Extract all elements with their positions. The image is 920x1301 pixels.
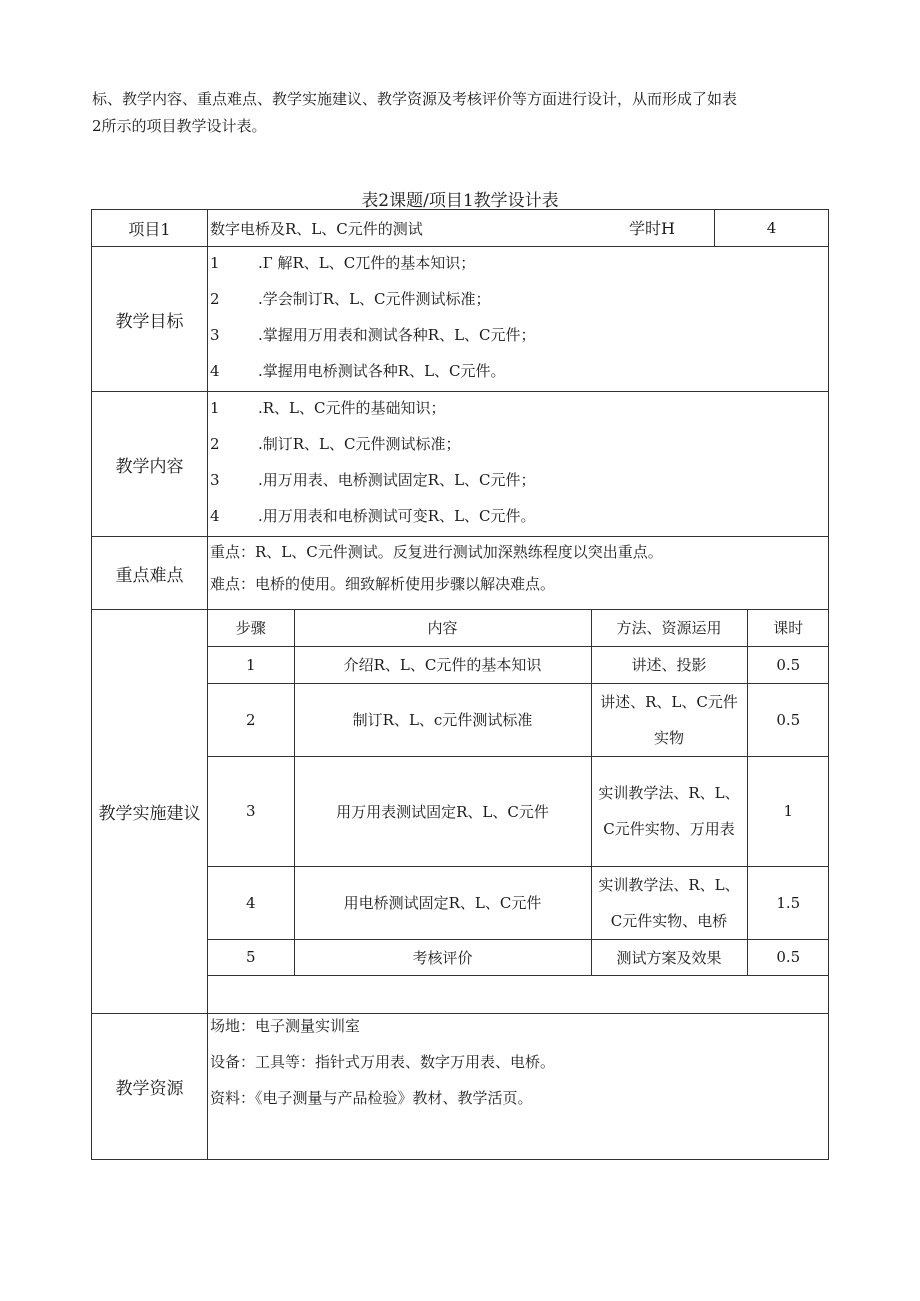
table-row bbox=[208, 756, 829, 866]
keypoints-label: 重点难点 bbox=[92, 537, 208, 610]
step-method bbox=[591, 866, 747, 939]
step-number: 5 bbox=[208, 939, 294, 975]
step-method: 讲述、投影 bbox=[591, 646, 747, 683]
step-content: 用电桥测试固定R、L、C元件 bbox=[294, 866, 591, 939]
project-name: 数字电桥及R、L、C元件的测试 bbox=[210, 219, 423, 238]
step-hours: 1 bbox=[747, 756, 829, 866]
step-method-text: 实训教学法、R、L、C元件实物、万用表 bbox=[598, 784, 740, 838]
project-label: 项目1 bbox=[92, 210, 208, 247]
resources-cell bbox=[208, 1014, 829, 1160]
step-method bbox=[591, 756, 747, 866]
keypoints-cell bbox=[208, 537, 829, 610]
resources-row bbox=[92, 1014, 829, 1160]
implementation-label: 教学实施建议 bbox=[92, 610, 208, 1014]
step-hours: 1.5 bbox=[747, 866, 829, 939]
header-content: 内容 bbox=[294, 610, 591, 646]
header-method: 方法、资源运用 bbox=[591, 610, 747, 646]
table-row bbox=[208, 646, 829, 683]
table-row bbox=[208, 866, 829, 939]
empty-row bbox=[208, 975, 829, 1012]
content-label: 教学内容 bbox=[92, 392, 208, 537]
step-method-text: 实训教学法、R、L、C元件实物、电桥 bbox=[598, 875, 740, 930]
implementation-cell bbox=[208, 610, 829, 1014]
goals-row bbox=[92, 247, 829, 392]
step-hours: 0.5 bbox=[747, 683, 829, 756]
content-list bbox=[208, 392, 829, 537]
goals-list bbox=[208, 247, 829, 392]
key-point: 重点：R、L、C元件测试。反复进行测试加深熟练程度以突出重点。 bbox=[210, 543, 663, 561]
step-content: 制订R、L、c元件测试标准 bbox=[294, 683, 591, 756]
step-number: 2 bbox=[208, 683, 294, 756]
resources-label: 教学资源 bbox=[92, 1014, 208, 1160]
intro-line-1: 标、教学内容、重点难点、教学实施建议、教学资源及考核评价等方面进行设计，从而形成了如表 bbox=[92, 90, 738, 108]
hours-value: 4 bbox=[715, 210, 829, 247]
content-item: 2 .制订R、L、C元件测试标准； bbox=[210, 435, 461, 453]
hours-label: 学时H bbox=[629, 219, 675, 238]
goal-item: 2 .学会制订R、L、C元件测试标准； bbox=[210, 290, 491, 308]
step-method bbox=[591, 683, 747, 756]
project-name-cell bbox=[208, 210, 715, 247]
step-hours: 0.5 bbox=[747, 939, 829, 975]
goal-item: 4 .掌握用电桥测试各种R、L、C元件。 bbox=[210, 362, 506, 380]
resource-equipment: 设备：工具等：指针式万用表、数字万用表、电桥。 bbox=[210, 1053, 556, 1071]
design-table bbox=[91, 209, 829, 1160]
intro-line-2: 2所示的项目教学设计表。 bbox=[92, 117, 267, 135]
project-row bbox=[92, 210, 829, 247]
step-hours: 0.5 bbox=[747, 646, 829, 683]
difficult-point: 难点：电桥的使用。细致解析使用步骤以解决难点。 bbox=[210, 575, 556, 593]
step-method: 测试方案及效果 bbox=[591, 939, 747, 975]
content-item: 1 .R、L、C元件的基础知识； bbox=[210, 399, 446, 417]
steps-header bbox=[208, 610, 829, 646]
step-number: 3 bbox=[208, 756, 294, 866]
steps-table bbox=[208, 610, 829, 1012]
resource-site: 场地：电子测量实训室 bbox=[210, 1017, 361, 1035]
keypoints-row bbox=[92, 537, 829, 610]
header-step: 步骤 bbox=[208, 610, 294, 646]
table-row bbox=[208, 939, 829, 975]
content-row bbox=[92, 392, 829, 537]
step-number: 4 bbox=[208, 866, 294, 939]
resource-materials: 资料：《电子测量与产品检验》教材、教学活页。 bbox=[210, 1089, 533, 1107]
intro-paragraph bbox=[92, 86, 832, 140]
empty-cell bbox=[208, 975, 829, 1012]
goal-item: 1 .Г 解R、L、C兀件的基本知识； bbox=[210, 254, 476, 272]
table-caption: 表2课题/项目1教学设计表 bbox=[361, 191, 559, 211]
goal-item: 3 .掌握用万用表和测试各种R、L、C元件； bbox=[210, 326, 536, 344]
step-content: 用万用表测试固定R、L、C元件 bbox=[294, 756, 591, 866]
step-content: 介绍R、L、C元件的基本知识 bbox=[294, 646, 591, 683]
step-content: 考核评价 bbox=[294, 939, 591, 975]
step-number: 1 bbox=[208, 646, 294, 683]
table-row bbox=[208, 683, 829, 756]
header-hours: 课时 bbox=[747, 610, 829, 646]
content-item: 4 .用万用表和电桥测试可变R、L、C元件。 bbox=[210, 507, 536, 525]
implementation-row bbox=[92, 610, 829, 1014]
goals-label: 教学目标 bbox=[92, 247, 208, 392]
step-method-text: 讲述、R、L、C元件实物 bbox=[600, 692, 738, 747]
content-item: 3 .用万用表、电桥测试固定R、L、C元件； bbox=[210, 471, 536, 489]
